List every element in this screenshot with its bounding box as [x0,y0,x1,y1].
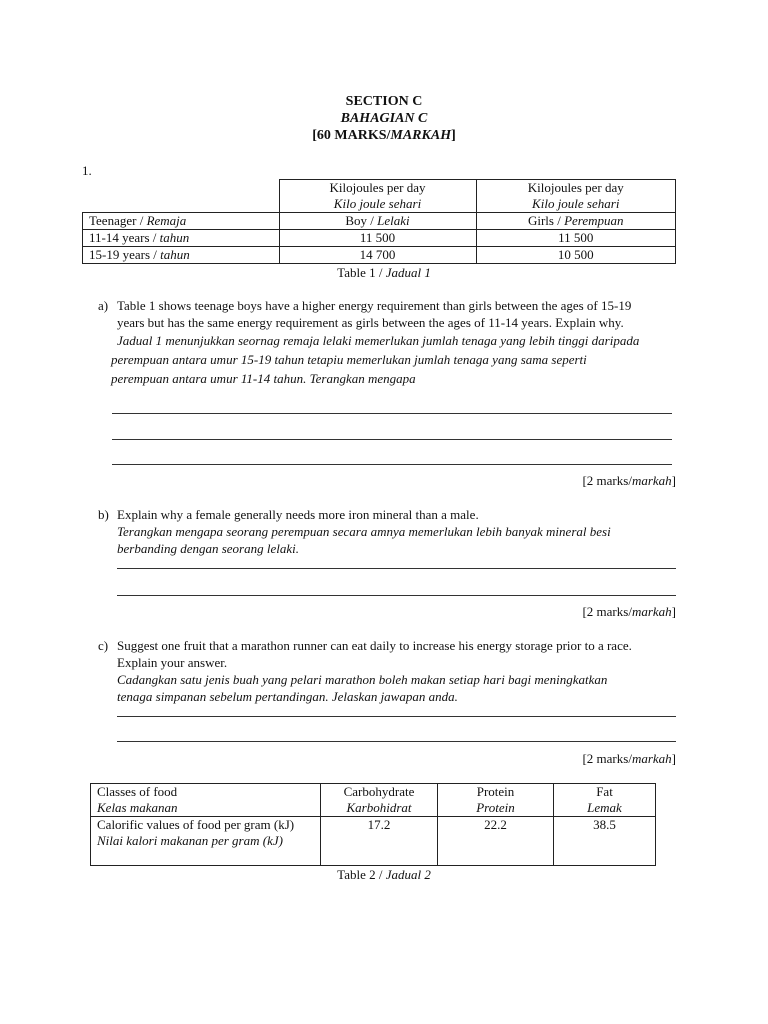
total-marks [0,128,768,144]
header-text: Kilojoules per day [329,180,426,195]
question-text-malay: tenaga simpanan sebelum pertandingan. Jelaskan jawapan anda. [117,689,458,704]
header-text: Classes of food [97,784,178,799]
question-text-malay: Cadangkan satu jenis buah yang pelari marathon boleh makan setiap hari bagi meningkatkan [117,672,608,687]
table-header-protein [438,784,554,817]
marks-text-malay: markah [631,751,672,766]
marks-text: [2 marks/ [582,751,632,766]
header-text-malay: Kilo joule sehari [532,196,620,211]
protein-value: 22.2 [438,817,554,866]
question-a-malay [111,331,711,388]
caption-text-malay: Jadual 1 [385,265,431,280]
cell-text-malay: Remaja [146,213,187,228]
answer-line[interactable] [112,439,672,440]
cell-text-malay: tahun [160,247,190,262]
header-text: Carbohydrate [343,784,415,799]
question-c-label: c) [98,638,109,653]
fat-value: 38.5 [554,817,656,866]
question-b [117,506,717,557]
header-text: Fat [596,784,613,799]
table-header-classes [91,784,321,817]
answer-line[interactable] [112,464,672,465]
age-cell [83,247,280,264]
header-text: Protein [476,784,515,799]
boy-value: 11 500 [279,230,476,247]
table-row [83,213,676,230]
cell-text-malay: Lelaki [377,213,410,228]
section-title-malay: BAHAGIAN C [340,111,428,126]
cell-text: 11-14 years / [89,230,160,245]
girl-value: 10 500 [476,247,676,264]
marks-close: ] [671,604,676,619]
energy-table [82,179,676,264]
table-header-girl [476,180,676,213]
boy-value: 14 700 [279,247,476,264]
header-text-malay: Kelas makanan [97,800,178,815]
cell-text: 15-19 years / [89,247,161,262]
column-label-girl [476,213,676,230]
total-marks-close: ] [451,128,456,143]
header-text-malay: Protein [476,800,515,815]
row-header-label [83,213,280,230]
carbohydrate-value: 17.2 [321,817,438,866]
table-header-fat [554,784,656,817]
cell-text-malay: Perempuan [564,213,624,228]
marks-close: ] [671,751,676,766]
header-text-malay: Kilo joule sehari [333,196,422,211]
cell-text-malay: tahun [159,230,190,245]
cell-text: Boy / [345,213,378,228]
cell-text: Teenager / [89,213,147,228]
table2-caption [0,867,768,883]
table1-caption [0,265,768,281]
cell-text: Girls / [527,213,565,228]
answer-line[interactable] [117,716,676,717]
table-row [91,784,656,817]
answer-line[interactable] [117,595,676,596]
section-title: SECTION C [345,94,423,109]
marks-text: [2 marks/ [582,604,632,619]
question-text-malay: perempuan antara umur 15-19 tahun tetapiu memerlukan jumlah tenaga yang sama seperti [111,352,587,367]
column-label-boy [279,213,476,230]
question-a-marks [582,473,676,489]
question-text-malay: berbanding dengan seorang lelaki. [117,541,299,556]
cell-text: Calorific values of food per gram (kJ) [97,817,295,832]
total-marks-my: MARKAH [390,128,452,143]
question-text: years but has the same energy requirement as girls between the ages of 11-14 years. Explain why. [117,315,624,330]
marks-text-malay: markah [631,604,672,619]
header-text: Kilojoules per day [527,180,624,195]
header-text-malay: Karbohidrat [346,800,412,815]
marks-text-malay: markah [631,473,672,488]
answer-line[interactable] [117,741,676,742]
question-number: 1. [82,163,92,178]
header-text-malay: Lemak [587,800,622,815]
question-a-label: a) [98,298,109,313]
table-header-carbohydrate [321,784,438,817]
answer-line[interactable] [117,568,676,569]
marks-text: [2 marks/ [582,473,632,488]
calorific-table [90,783,656,866]
table-cell-empty [83,180,280,213]
question-text: Explain why a female generally needs more iron mineral than a male. [117,507,479,522]
question-c [117,637,717,705]
question-text: Suggest one fruit that a marathon runner can eat daily to increase his energy storage prior to a race. [117,638,632,653]
total-marks-en: [60 MARKS/ [312,128,391,143]
answer-line[interactable] [112,413,672,414]
age-cell [83,230,280,247]
table-row [83,230,676,247]
row-label-calorific [91,817,321,866]
caption-text: Table 2 / [337,867,386,882]
question-text: Explain your answer. [117,655,228,670]
question-text-malay: Terangkan mengapa seorang perempuan secara amnya memerlukan lebih banyak mineral besi [117,524,611,539]
table-row [83,180,676,213]
cell-text-malay: Nilai kalori makanan per gram (kJ) [97,833,283,848]
question-c-marks [582,751,676,767]
question-b-label: b) [98,507,109,522]
question-text-malay: Jadual 1 menunjukkan seornag remaja lelaki memerlukan jumlah tenaga yang lebih tinggi daripada [117,333,640,348]
question-a [117,297,717,331]
girl-value: 11 500 [476,230,676,247]
marks-close: ] [671,473,676,488]
table-row [83,247,676,264]
question-text-malay: perempuan antara umur 11-14 tahun. Terangkan mengapa [111,371,416,386]
table-header-boy [279,180,476,213]
question-b-marks [582,604,676,620]
caption-text: Table 1 / [337,265,386,280]
caption-text-malay: Jadual 2 [385,867,431,882]
table-row [91,817,656,866]
question-text: Table 1 shows teenage boys have a higher energy requirement than girls between the ages of 15-19 [117,298,632,313]
